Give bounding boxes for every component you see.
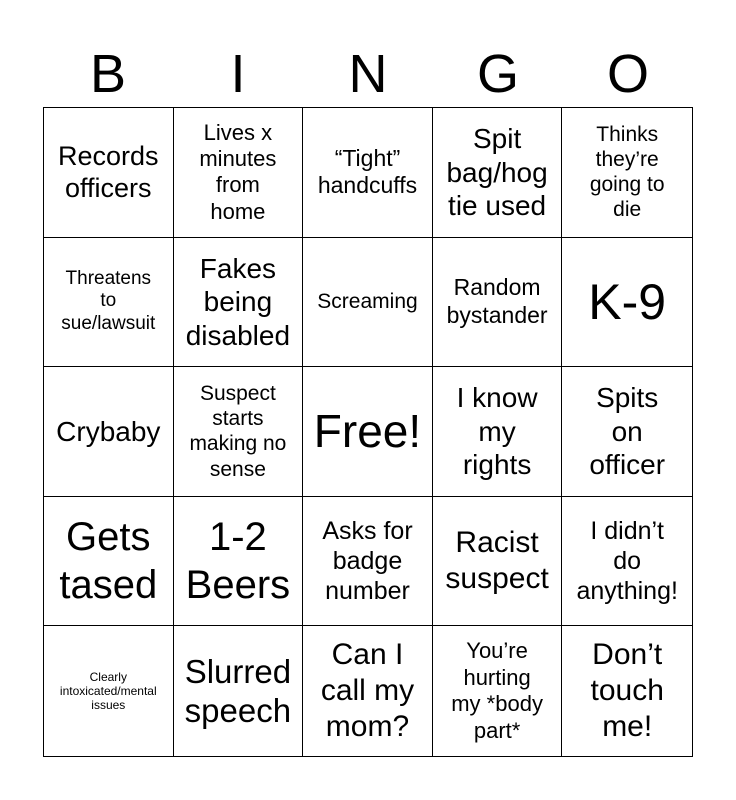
- bingo-cell-text: Gets tased: [59, 515, 158, 608]
- bingo-cell[interactable]: [174, 367, 304, 497]
- bingo-header: [43, 40, 693, 108]
- bingo-cell[interactable]: [174, 238, 304, 368]
- bingo-cell[interactable]: [562, 497, 692, 627]
- bingo-cell[interactable]: [303, 108, 433, 238]
- header-letter-g: G: [476, 44, 519, 104]
- bingo-cell[interactable]: [303, 626, 433, 756]
- header-letter-n: N: [348, 44, 388, 104]
- bingo-cell[interactable]: [174, 497, 304, 627]
- bingo-cell-text: I know my rights: [456, 382, 538, 481]
- bingo-cell-text: Threatens to sue/lawsuit: [61, 267, 156, 335]
- bingo-board: [43, 107, 693, 757]
- header-letter-o: O: [606, 44, 649, 104]
- bingo-cell-text: You’re hurting my *body part*: [451, 638, 543, 743]
- bingo-cell-text: Don’t touch me!: [590, 638, 664, 744]
- bingo-cell[interactable]: [44, 238, 174, 368]
- bingo-cell-text: Lives x minutes from home: [199, 119, 277, 224]
- bingo-cell[interactable]: [433, 367, 563, 497]
- bingo-cell-text: Suspect starts making no sense: [189, 382, 287, 481]
- bingo-cell-text: Free!: [313, 404, 422, 457]
- bingo-cell-text: Spit bag/hog tie used: [446, 122, 548, 222]
- bingo-cell-text: Fakes being disabled: [185, 252, 291, 351]
- bingo-cell[interactable]: [562, 367, 692, 497]
- bingo-cell-text: K-9: [588, 273, 667, 330]
- bingo-cell[interactable]: [433, 238, 563, 368]
- bingo-cell-text: Racist suspect: [445, 526, 549, 596]
- bingo-cell-text: Spits on officer: [589, 382, 666, 481]
- bingo-cell[interactable]: [562, 108, 692, 238]
- header-letter-i: I: [230, 44, 246, 104]
- bingo-cell-text: Asks for badge number: [322, 517, 413, 606]
- bingo-cell-text: Thinks they’re going to die: [589, 122, 665, 222]
- bingo-cell[interactable]: [433, 626, 563, 756]
- bingo-cell[interactable]: [303, 238, 433, 368]
- bingo-cell-text: I didn’t do anything!: [576, 517, 678, 606]
- bingo-cell-text: Records officers: [58, 140, 159, 204]
- bingo-cell[interactable]: [303, 497, 433, 627]
- bingo-cell[interactable]: [44, 626, 174, 756]
- bingo-cell[interactable]: [303, 367, 433, 497]
- bingo-cell[interactable]: [44, 367, 174, 497]
- bingo-cell-text: Random bystander: [446, 274, 548, 328]
- header-letter-b: B: [89, 44, 127, 104]
- bingo-cell[interactable]: [562, 238, 692, 368]
- bingo-cell-text: Screaming: [317, 290, 418, 314]
- bingo-cell[interactable]: [174, 626, 304, 756]
- bingo-cell[interactable]: [433, 497, 563, 627]
- bingo-cell[interactable]: [44, 108, 174, 238]
- bingo-cell-text: Slurred speech: [184, 652, 292, 730]
- bingo-cell-text: Can I call my mom?: [320, 638, 415, 744]
- bingo-cell-text: “Tight” handcuffs: [317, 144, 418, 199]
- bingo-cell[interactable]: [433, 108, 563, 238]
- bingo-cell-text: Crybaby: [56, 415, 161, 447]
- bingo-cell[interactable]: [44, 497, 174, 627]
- bingo-cell-text: Clearly intoxicated/mental issues: [59, 669, 157, 713]
- bingo-cell[interactable]: [174, 108, 304, 238]
- bingo-cell[interactable]: [562, 626, 692, 756]
- bingo-cell-text: 1-2 Beers: [185, 515, 291, 608]
